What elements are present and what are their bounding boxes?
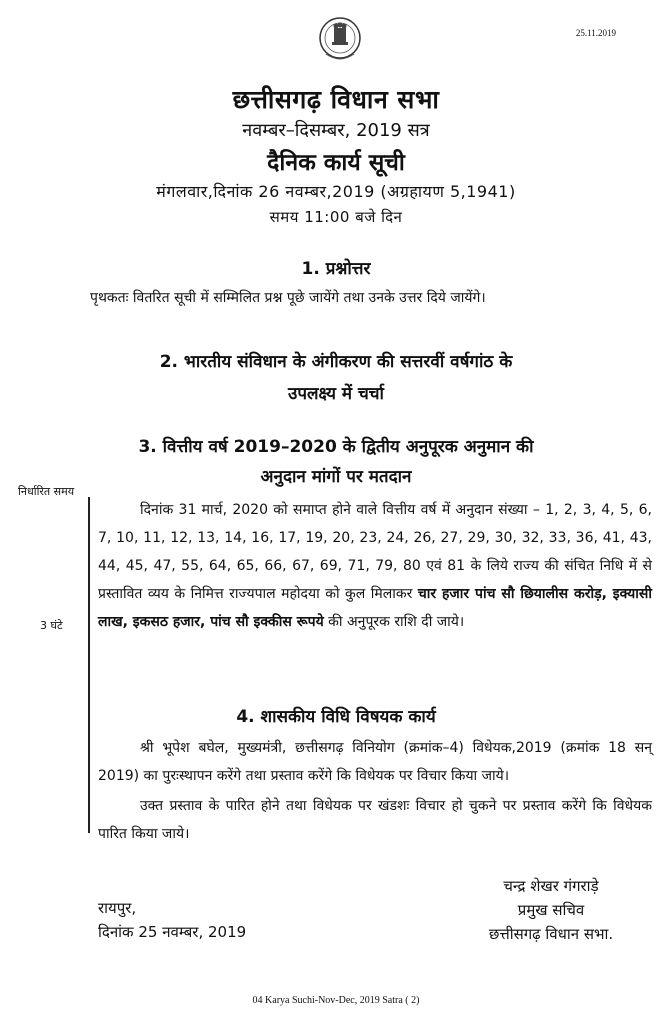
signature-block xyxy=(444,874,658,946)
section-3-heading-line1: 3. वित्तीय वर्ष 2019–2020 के द्वितीय अनुपूरक अनुमान की xyxy=(138,437,534,457)
section-4-para-2: उक्त प्रस्ताव के पारित होने तथा विधेयक पर खंडशः विचार हो चुकने पर प्रस्ताव करेंगे कि विधेयक पारित किया जाये। xyxy=(98,798,652,842)
section-2-heading-line1: 2. भारतीय संविधान के अंगीकरण की सत्तरवीं वर्षगांठ के xyxy=(159,352,513,372)
state-emblem-icon xyxy=(318,14,362,66)
meeting-time: समय 11:00 बजे दिन xyxy=(269,208,403,226)
document-date: 25.11.2019 xyxy=(575,28,616,38)
section-3-text-part1: दिनांक 31 मार्च, 2020 को समाप्त होने वाले वित्तीय वर्ष में अनुदान संख्या – 1, 2, 3, 4, 5, 6, 7, 10, 11, 12, 13, 14, 16, 17, 19, 20, 23, 24, 26, 27, 29, 30, 32, 33, 36, 41, 43, 44, 45, 47, 55, 64, 65, 66, 67, 69, 71, 79, 80 एवं 81 के लिये राज्य की संचित निधि में से प्रस्तावित व्यय के निमित्त राज्यपाल महोदया को कुल मिलाकर xyxy=(98,502,652,602)
section-4-heading: 4. शासकीय विधि विषयक कार्य xyxy=(236,707,436,727)
meeting-date: मंगलवार,दिनांक 26 नवम्बर,2019 (अग्रहायण 5,1941) xyxy=(156,182,516,201)
section-1-text: पृथकतः वितरित सूची में सम्मिलित प्रश्न पूछे जायेंगे तथा उनके उत्तर दिये जायेंगे। xyxy=(90,290,486,306)
section-1-heading: 1. प्रश्नोत्तर xyxy=(301,259,371,279)
signatory-name: चन्द्र शेखर गंगराड़े xyxy=(503,877,599,895)
section-3-heading xyxy=(0,432,672,492)
signatory-designation: प्रमुख सचिव xyxy=(517,901,585,919)
place-date-block xyxy=(98,896,246,944)
section-2-heading-line2: उपलक्ष्य में चर्चा xyxy=(288,384,384,404)
signatory-office: छत्तीसगढ़ विधान सभा. xyxy=(488,925,614,943)
section-2-heading xyxy=(0,346,672,410)
section-3-text xyxy=(98,496,652,636)
margin-rule xyxy=(88,497,90,833)
assembly-title: छत्तीसगढ़ विधान सभा xyxy=(232,85,440,114)
allotted-time-label: निर्धारित समय xyxy=(18,485,75,498)
agenda-title: दैनिक कार्य सूची xyxy=(267,150,405,176)
section-3-heading-line2: अनुदान मांगों पर मतदान xyxy=(260,467,412,487)
session-title: नवम्बर–दिसम्बर, 2019 सत्र xyxy=(242,120,430,141)
allotted-time-value: 3 घंटे xyxy=(40,619,63,632)
issue-date: दिनांक 25 नवम्बर, 2019 xyxy=(98,923,247,941)
section-3-amount: चार हजार पांच सौ छियालीस करोड़, इक्यासी लाख, इकसठ हजार, पांच सौ इक्कीस रूपये xyxy=(98,586,652,630)
place-city: रायपुर, xyxy=(98,899,137,917)
page-footer: 04 Karya Suchi-Nov-Dec, 2019 Satra ( 2) xyxy=(252,995,420,1006)
section-4-para-1: श्री भूपेश बघेल, मुख्यमंत्री, छत्तीसगढ़ विनियोग (क्रमांक–4) विधेयक,2019 (क्रमांक 18 सन् 2019) का पुरःस्थापन करेंगे तथा प्रस्ताव करेंगे कि विधेयक पर विचार किया जाये। xyxy=(98,740,652,784)
section-3-text-part2: की अनुपूरक राशि दी जाये। xyxy=(323,614,465,630)
